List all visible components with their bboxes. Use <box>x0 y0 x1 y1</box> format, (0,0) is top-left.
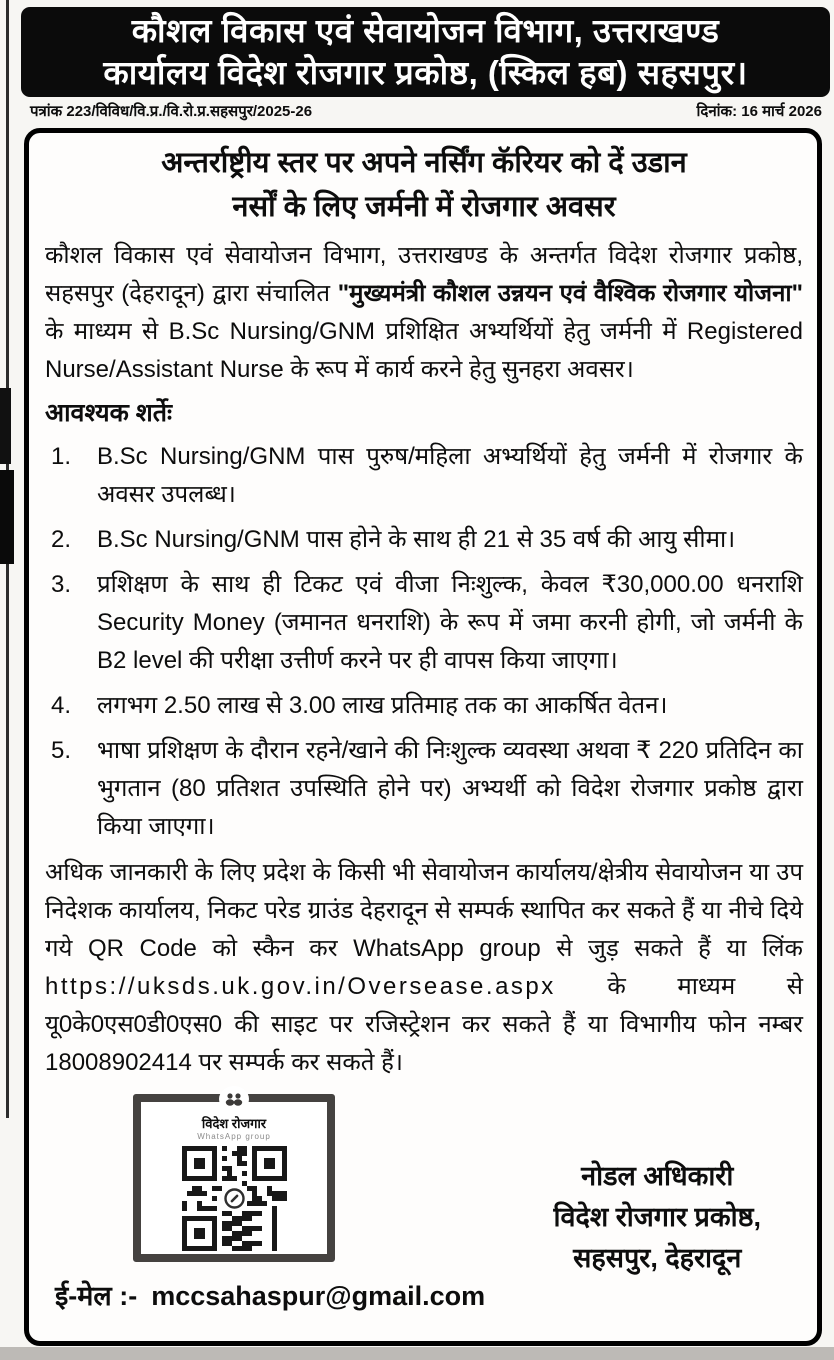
scan-artifact-blob <box>0 470 14 564</box>
scheme-name: "मुख्यमंत्री कौशल उन्नयन एवं वैश्विक रोजगार योजना" <box>337 280 803 307</box>
intro-part-1: कौशल विकास एवं सेवायोजन विभाग, उत्तराखण्ड के अन्तर्गत विदेश रोजगार प्रकोष्ठ, सहसपुर (देहरादून) द्वारा संचालित <box>45 242 803 307</box>
signature-line-3: सहसपुर, देहरादून <box>573 1243 742 1273</box>
contact-part-1: अधिक जानकारी के लिए प्रदेश के किसी भी सेवायोजन कार्यालय/क्षेत्रीय सेवायोजन या उप निदेशक कार्यालय, निकट परेड ग्राउंड देहरादून से सम्पर्क स्थापित कर सकते हैं या नीचे दिये गये QR Code को स्कैन कर WhatsApp group से जुड़ सकते हैं या लिंक <box>45 859 803 962</box>
qr-card-title: विदेश रोजगार <box>201 1116 267 1131</box>
scan-edge-strip <box>0 1347 834 1360</box>
meta-row <box>30 101 822 123</box>
item-number: 5. <box>51 737 72 764</box>
header-banner <box>21 7 830 97</box>
intro-paragraph <box>45 237 803 389</box>
item-text: भाषा प्रशिक्षण के दौरान रहने/खाने की निःशुल्क व्यवस्था अथवा ₹ 220 प्रतिदिन का भुगतान (80 प्रतिशत उपस्थिति होने पर) अभ्यर्थी को विदेश रोजगार प्रकोष्ठ द्वारा किया जाएगा। <box>97 737 803 840</box>
email-value: mccsahaspur@gmail.com <box>151 1281 486 1311</box>
qr-card <box>133 1094 335 1262</box>
contact-paragraph <box>45 854 803 1082</box>
item-text: लगभग 2.50 लाख से 3.00 लाख प्रतिमाह तक का आकर्षित वेतन। <box>97 692 668 719</box>
header-line-2: कार्यालय विदेश रोजगार प्रकोष्ठ, (स्किल हब) सहसपुर। <box>103 54 748 91</box>
notice-title-line-1: अन्तर्राष्ट्रीय स्तर पर अपने नर्सिंग कॅरियर को दें उडान <box>161 147 687 179</box>
signature-line-1: नोडल अधिकारी <box>581 1161 734 1191</box>
intro-part-2: के माध्यम से B.Sc Nursing/GNM प्रशिक्षित अभ्यर्थियों हेतु जर्मनी में Registered Nurse/Assistant Nurse के रूप में कार्य करने हेतु सुनहरा अवसर। <box>45 318 803 383</box>
header-line-1: कौशल विकास एवं सेवायोजन विभाग, उत्तराखण्ड <box>131 12 720 49</box>
signature-block <box>553 1156 761 1279</box>
qr-card-subtitle: WhatsApp group <box>197 1132 271 1141</box>
email-line <box>45 1276 803 1313</box>
condition-item-2 <box>45 521 803 559</box>
bottom-zone <box>45 1094 803 1272</box>
item-text: प्रशिक्षण के साथ ही टिकट एवं वीजा निःशुल्क, केवल ₹30,000.00 धनराशि Security Money (जमानत धनराशि) के रूप में जमा करनी होगी, जो जर्मनी के B2 level की परीक्षा उत्तीर्ण करने पर ही वापस किया जाएगा। <box>97 571 803 674</box>
notice-box <box>24 128 822 1346</box>
conditions-heading: आवश्यक शर्तेः <box>45 399 173 427</box>
issue-date: दिनांक: 16 मार्च 2026 <box>696 103 822 120</box>
item-number: 3. <box>51 571 72 598</box>
condition-item-4 <box>45 687 803 725</box>
contact-part-2: के माध्यम से यू0के0एस0डी0एस0 की साइट पर रजिस्ट्रेशन कर सकते हैं या विभागीय फोन नम्बर 18008902414 पर सम्पर्क कर सकते हैं। <box>45 973 803 1076</box>
ref-number: पत्रांक 223/विविध/वि.प्र./वि.रो.प्र.सहसपुर/2025-26 <box>30 103 313 120</box>
signature-line-2: विदेश रोजगार प्रकोष्ठ, <box>553 1202 761 1232</box>
qr-code <box>182 1146 287 1251</box>
condition-item-5 <box>45 732 803 846</box>
email-label: ई-मेल :- <box>55 1281 138 1311</box>
item-number: 2. <box>51 526 72 553</box>
group-icon <box>219 1086 249 1112</box>
condition-item-1 <box>45 438 803 514</box>
item-text: B.Sc Nursing/GNM पास होने के साथ ही 21 से 35 वर्ष की आयु सीमा। <box>97 526 736 553</box>
scan-artifact-blob <box>0 388 11 464</box>
notice-title-line-2: नर्सों के लिए जर्मनी में रोजगार अवसर <box>232 191 616 223</box>
item-number: 1. <box>51 443 72 470</box>
registration-link: https://uksds.uk.gov.in/Oversease.aspx <box>45 973 556 1000</box>
whatsapp-icon <box>221 1186 247 1212</box>
item-number: 4. <box>51 692 72 719</box>
item-text: B.Sc Nursing/GNM पास पुरुष/महिला अभ्यर्थियों हेतु जर्मनी में रोजगार के अवसर उपलब्ध। <box>97 443 803 508</box>
condition-item-3 <box>45 566 803 680</box>
